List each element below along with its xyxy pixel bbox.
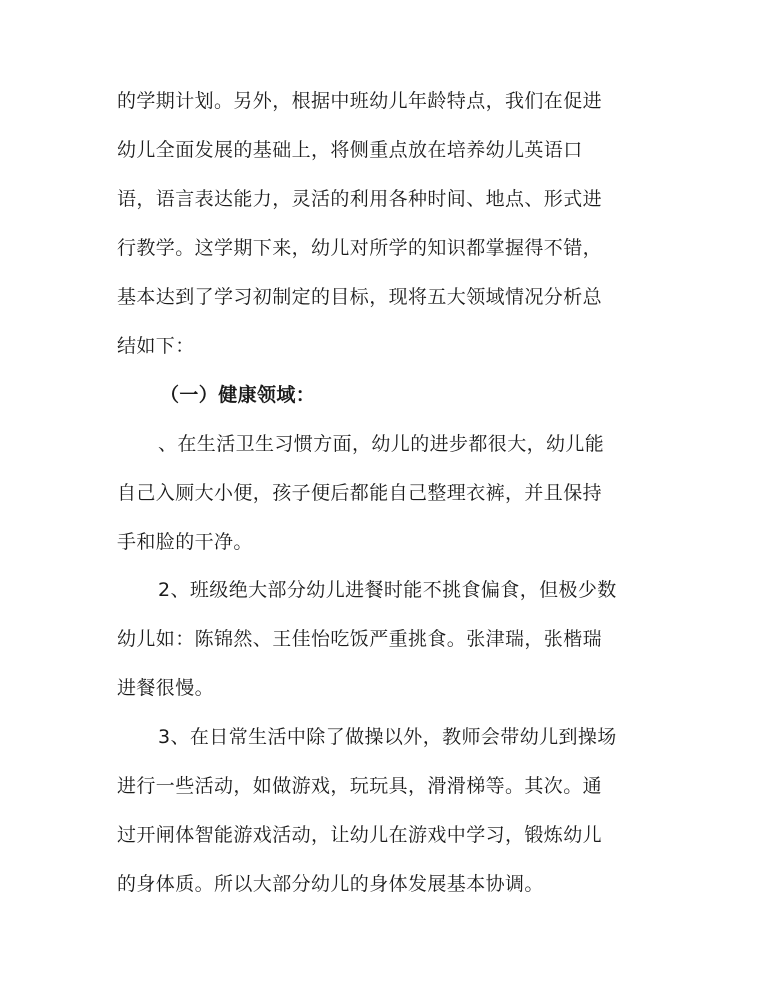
item3-line-2: 进行一些活动，如做游戏，玩玩具，滑滑梯等。其次。通	[117, 775, 603, 797]
intro-line-6: 结如下：	[117, 335, 195, 357]
item2-line-1: 2、班级绝大部分幼儿进餐时能不挑食偏食，但极少数	[158, 579, 617, 601]
intro-line-4: 行教学。这学期下来，幼儿对所学的知识都掌握得不错，	[117, 237, 603, 259]
item3-line-4: 的身体质。所以大部分幼儿的身体发展基本协调。	[117, 873, 544, 895]
item2-line-2: 幼儿如：陈锦然、王佳怡吃饭严重挑食。张津瑞，张楷瑞	[117, 628, 603, 650]
intro-line-3: 语，语言表达能力，灵活的利用各种时间、地点、形式进	[117, 188, 603, 210]
intro-line-1: 的学期计划。另外，根据中班幼儿年龄特点，我们在促进	[117, 90, 603, 112]
item1-line-3: 手和脸的干净。	[117, 531, 253, 553]
intro-line-5: 基本达到了学习初制定的目标，现将五大领域情况分析总	[117, 286, 603, 308]
item2-line-3: 进餐很慢。	[117, 677, 215, 699]
item1-line-1: 、在生活卫生习惯方面，幼儿的进步都很大，幼儿能	[158, 433, 605, 455]
item3-line-1: 3、在日常生活中除了做操以外，教师会带幼儿到操场	[158, 726, 617, 748]
intro-line-2: 幼儿全面发展的基础上，将侧重点放在培养幼儿英语口	[117, 139, 583, 161]
section-heading: （一）健康领域：	[160, 384, 316, 406]
item1-line-2: 自己入厕大小便，孩子便后都能自己整理衣裤，并且保持	[117, 482, 603, 504]
item3-line-3: 过开闸体智能游戏活动，让幼儿在游戏中学习，锻炼幼儿	[117, 824, 603, 846]
